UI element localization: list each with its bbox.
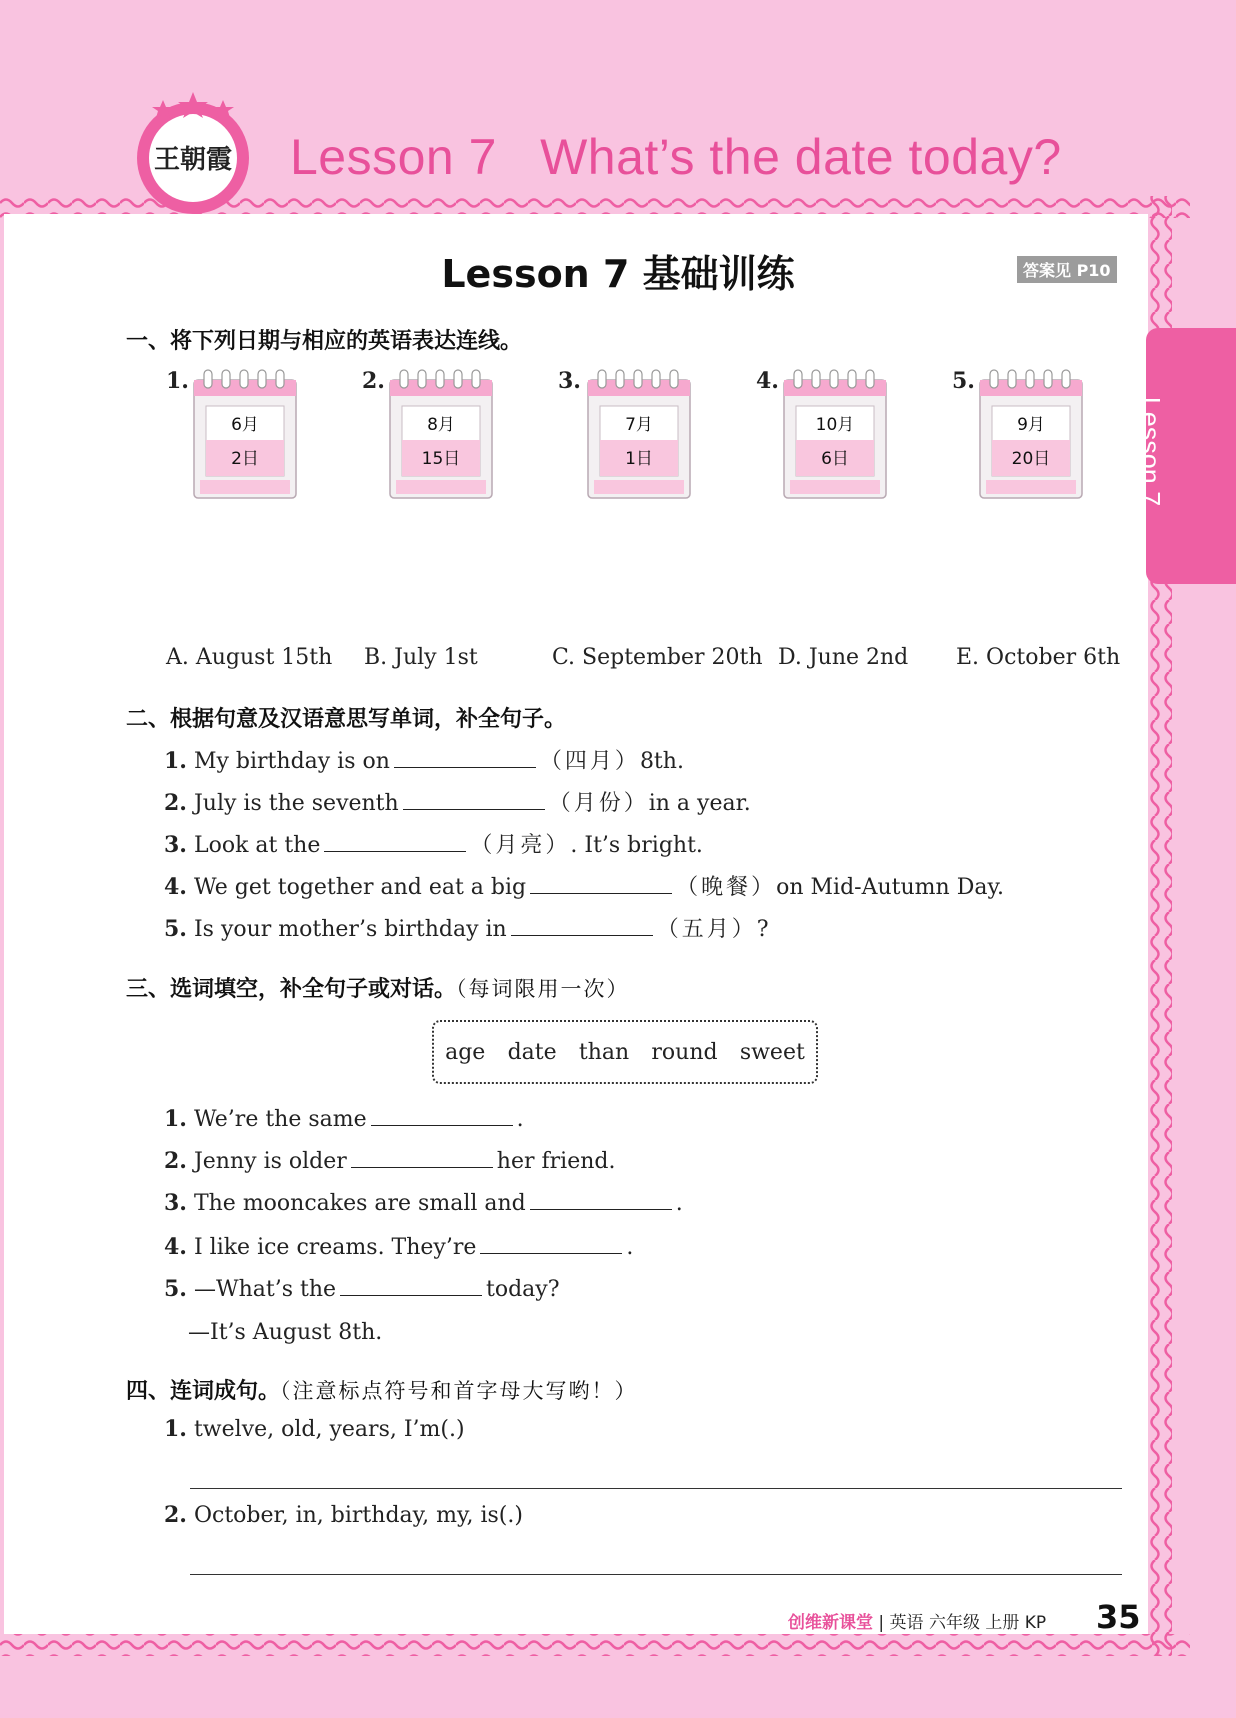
section4-note: （注意标点符号和首字母大写哟！） (280, 1379, 638, 1403)
section4-title (126, 1374, 638, 1405)
fill-in-item (164, 912, 769, 943)
sentence-start: We’re the same (193, 1107, 367, 1132)
answer-blank[interactable] (324, 833, 466, 852)
section3-note: （每词限用一次） (456, 977, 630, 1001)
answer-blank[interactable] (511, 917, 653, 936)
item-number: 1. (164, 1416, 187, 1442)
calendar-day: 20日 (1011, 449, 1051, 469)
section1-title: 一、将下列日期与相应的英语表达连线。 (126, 329, 523, 354)
calendar-number: 4. (756, 368, 779, 394)
item-number: 3. (164, 832, 187, 858)
word-bank-item: sweet (739, 1039, 805, 1065)
fill-in-item (164, 870, 1004, 901)
word-bank-item: age (445, 1039, 486, 1065)
answer-blank[interactable] (530, 875, 672, 894)
footer-brand: 创维新课堂 (788, 1613, 873, 1633)
word-bank-item: than (578, 1039, 630, 1065)
fill-in-item (164, 786, 751, 817)
calendar-month: 10月 (815, 415, 855, 435)
item-number: 4. (164, 874, 187, 900)
chinese-hint: （月份） (548, 791, 649, 816)
sentence-end: ? (756, 917, 769, 942)
match-option: C. September 20th (552, 645, 763, 670)
answer-blank[interactable] (371, 1107, 513, 1126)
sentence-end: . (675, 1191, 683, 1216)
scrambled-words: October, in, birthday, my, is(.) (193, 1503, 523, 1528)
side-tab-label: Lesson 7 (1135, 396, 1166, 507)
chinese-hint: （五月） (656, 917, 757, 942)
sentence-end: on Mid-Autumn Day. (776, 875, 1004, 900)
match-option: B. July 1st (364, 645, 478, 670)
sentence-end: 8th. (639, 749, 684, 774)
sentence-start: My birthday is on (193, 749, 390, 774)
sentence-start: Jenny is older (193, 1149, 347, 1174)
sentence-end: today? (486, 1277, 560, 1302)
calendar-number: 5. (952, 368, 975, 394)
item-number: 1. (164, 748, 187, 774)
answer-blank[interactable] (340, 1277, 482, 1296)
word-bank-item: round (651, 1039, 718, 1065)
fill-in-item (164, 1148, 615, 1174)
item-number: 5. (164, 916, 187, 942)
sentence-start: Is your mother’s birthday in (193, 917, 507, 942)
match-option: E. October 6th (956, 645, 1121, 670)
chinese-hint: （月亮） (470, 833, 571, 858)
scrambled-words: twelve, old, years, I’m(.) (193, 1417, 465, 1442)
sentence-start: Look at the (193, 833, 321, 858)
calendar-month: 7月 (625, 415, 653, 435)
sentence-item (164, 1416, 465, 1442)
calendar-month: 8月 (427, 415, 455, 435)
fill-in-item (164, 1276, 560, 1302)
footer-info: | 英语 六年级 上册 KP (878, 1613, 1047, 1633)
svg-text:王朝霞: 王朝霞 (153, 145, 233, 175)
word-bank (432, 1020, 818, 1084)
answer-blank[interactable] (351, 1149, 493, 1168)
match-option: A. August 15th (166, 645, 333, 670)
item-number: 2. (164, 1502, 187, 1528)
answer-blank[interactable] (394, 749, 536, 768)
footer (788, 1608, 1046, 1633)
sentence-start: The mooncakes are small and (193, 1191, 526, 1216)
answer-line[interactable] (190, 1574, 1122, 1575)
calendar-day: 2日 (231, 449, 259, 469)
section3-title (126, 972, 630, 1003)
sentence-start: We get together and eat a big (193, 875, 527, 900)
answer-blank[interactable] (403, 791, 545, 810)
section2-title: 二、根据句意及汉语意思写单词，补全句子。 (126, 707, 567, 732)
lesson-heading: Lesson 7 基础训练 (441, 252, 795, 296)
item-number: 3. (164, 1190, 187, 1216)
answer-blank[interactable] (530, 1191, 672, 1210)
sentence-end: . It’s bright. (570, 833, 703, 858)
calendar-month: 6月 (231, 415, 259, 435)
calendar-number: 2. (362, 368, 385, 394)
sentence-end: her friend. (496, 1149, 616, 1174)
answer-reference-badge: 答案见 P10 (1017, 256, 1117, 283)
fill-in-item (164, 1106, 524, 1132)
fill-in-item (164, 744, 684, 775)
word-bank-item: date (507, 1039, 557, 1065)
calendar-number: 1. (166, 368, 189, 394)
chinese-hint: （晚餐） (676, 875, 777, 900)
chinese-hint: （四月） (539, 749, 640, 774)
item-number: 5. (164, 1276, 187, 1302)
answer-line[interactable] (190, 1488, 1122, 1489)
header-title: Lesson 7 What’s the date today? (290, 129, 1062, 185)
sentence-end: . (516, 1107, 524, 1132)
publisher-logo (128, 88, 258, 218)
calendar-day: 1日 (625, 449, 653, 469)
section4-title-text: 四、连词成句。 (126, 1379, 281, 1404)
calendar-number: 3. (558, 368, 581, 394)
calendar-day: 6日 (821, 449, 849, 469)
match-option: D. June 2nd (778, 645, 909, 670)
fill-in-item (164, 828, 703, 859)
fill-in-item (164, 1234, 633, 1260)
sentence-end: in a year. (648, 791, 751, 816)
answer-blank[interactable] (480, 1235, 622, 1254)
item-number: 2. (164, 790, 187, 816)
sentence-start: —What’s the (193, 1277, 337, 1302)
sentence-start: I like ice creams. They’re (193, 1235, 477, 1260)
item-number: 2. (164, 1148, 187, 1174)
item-number: 1. (164, 1106, 187, 1132)
sentence-start: July is the seventh (193, 791, 399, 816)
sentence-item (164, 1502, 523, 1528)
dialogue-reply: —It’s August 8th. (188, 1320, 383, 1345)
calendar-day: 15日 (421, 449, 461, 469)
item-number: 4. (164, 1234, 187, 1260)
calendar-month: 9月 (1017, 415, 1045, 435)
sentence-end: . (626, 1235, 634, 1260)
fill-in-item (164, 1190, 683, 1216)
page-number: 35 (1096, 1598, 1141, 1636)
section3-title-text: 三、选词填空，补全句子或对话。 (126, 977, 457, 1002)
